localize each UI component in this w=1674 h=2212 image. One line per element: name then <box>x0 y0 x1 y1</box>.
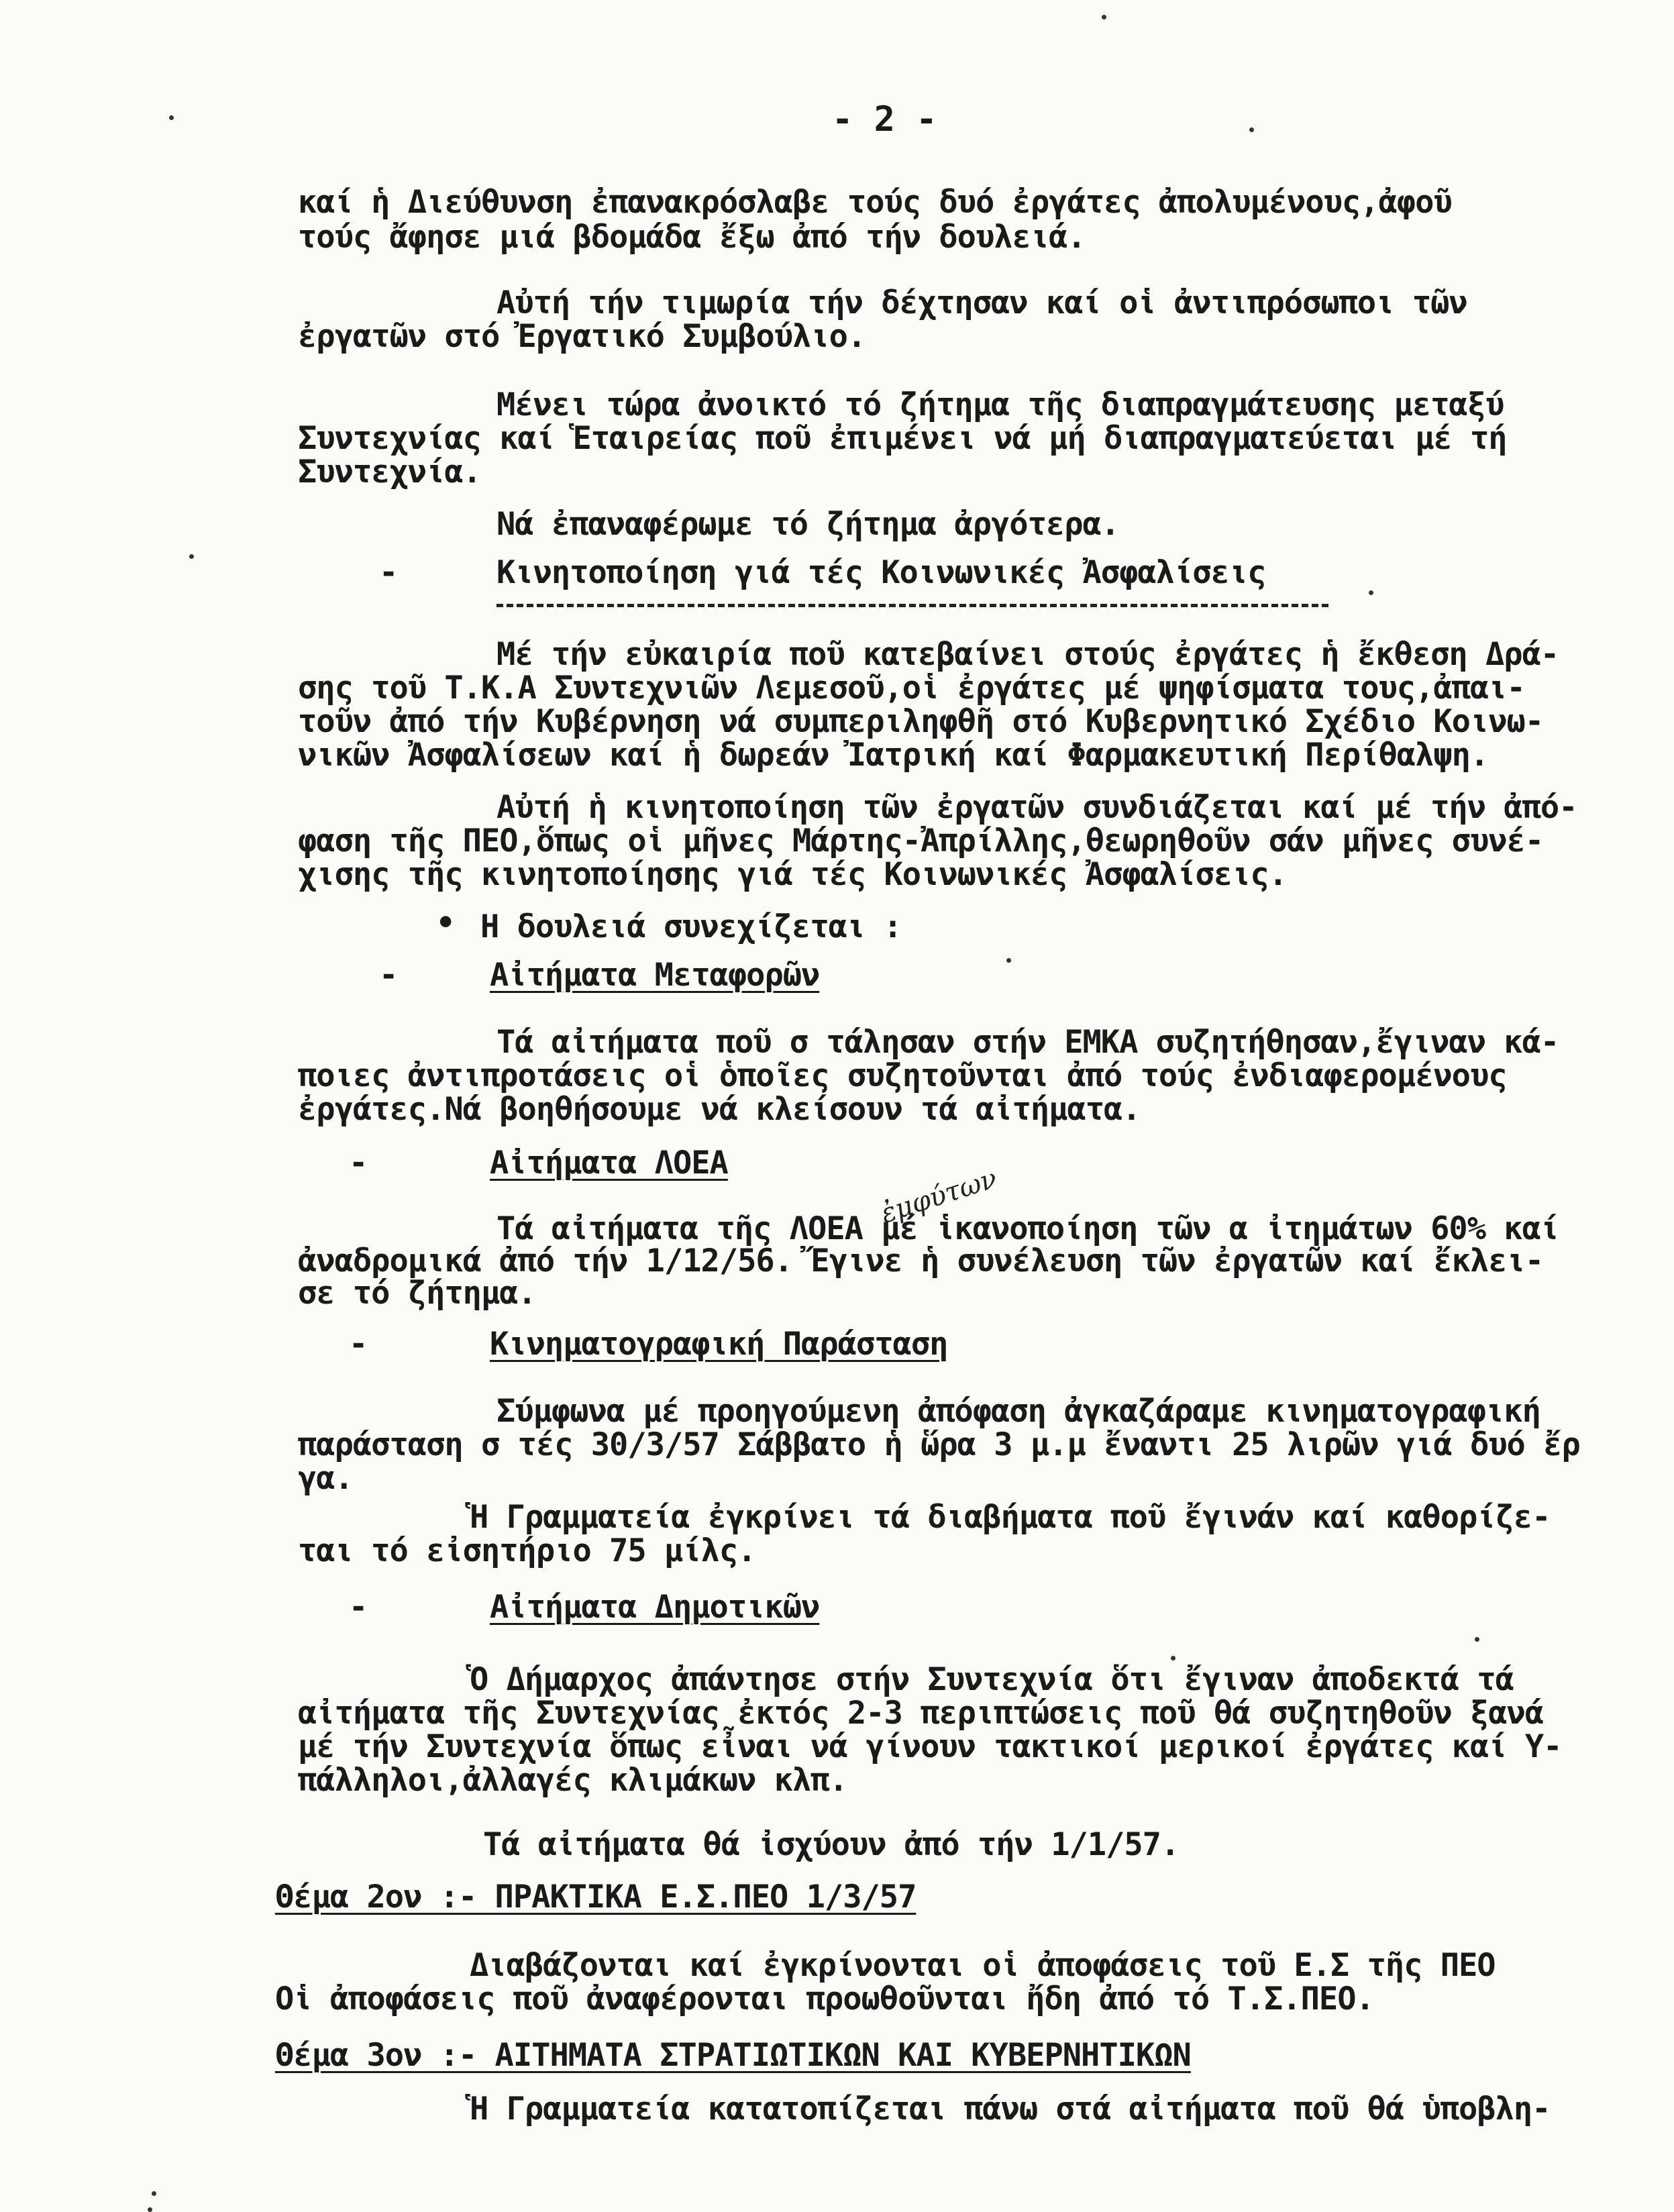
text-line: ἐργάτες.Νά βοηθήσουμε νά κλείσουν τά αἰτήματα. <box>298 1091 1141 1128</box>
bullet-mark: • <box>436 904 455 941</box>
scan-speck <box>1475 1637 1479 1642</box>
text-line: ἀναδρομικά ἀπό τήν 1/12/56. Ἔγινε ἡ συνέλευση τῶν ἐργατῶν καί ἔκλει- <box>298 1243 1544 1279</box>
section-dash: - <box>349 1145 368 1181</box>
scan-speck <box>169 115 174 120</box>
text-line: Συντεχνία. <box>298 454 481 490</box>
scan-speck <box>1369 590 1373 595</box>
heading-dashed-underline <box>496 604 1328 607</box>
section-dash: - <box>379 554 398 591</box>
text-line: Σύμφωνα μέ προηγούμενη ἀπόφαση ἀγκαζάραμε κινηματογραφική <box>496 1393 1540 1430</box>
text-line: καί ἡ Διεύθυνση ἐπανακρόσλαβε τούς δυό ἐργάτες ἀπολυμένους,ἀφοῦ <box>298 184 1452 221</box>
text-line: Ἡ Γραμματεία ἐγκρίνει τά διαβήματα ποῦ ἔγινάν καί καθορίζε- <box>470 1499 1551 1536</box>
text-line: Οἱ ἀποφάσεις ποῦ ἀναφέρονται προωθοῦνται ἤδη ἀπό τό Τ.Σ.ΠΕΟ. <box>275 1981 1374 2017</box>
section-dash: - <box>349 1326 368 1363</box>
page-number: - 2 - <box>832 99 937 140</box>
text-line: φαση τῆς ΠΕΟ,ὅπως οἱ μῆνες Μάρτης-Ἀπρίλλης,θεωρηθοῦν σάν μῆνες συνέ- <box>298 823 1544 859</box>
text-line: Νά ἐπαναφέρωμε τό ζήτημα ἀργότερα. <box>496 506 1120 543</box>
text-line: παράσταση σ τές 30/3/57 Σάββατο ἡ ὥρα 3 μ.μ ἔναντι 25 λιρῶν γιά δυό ἔρ <box>298 1426 1580 1463</box>
text-line: τοῦν ἀπό τήν Κυβέρνηση νά συμπεριληφθῆ στό Κυβερνητικό Σχέδιο Κοινω- <box>298 703 1544 740</box>
scan-speck <box>1171 1656 1175 1661</box>
text-line: ποιες ἀντιπροτάσεις οἱ ὁποῖες συζητοῦνται ἀπό τούς ἐνδιαφερομένους <box>298 1057 1507 1094</box>
handwritten-annotation: ἐμφύτων <box>877 1163 1001 1230</box>
text-line: Ἡ Γραμματεία κατατοπίζεται πάνω στά αἰτήματα ποῦ θά ὑποβλη- <box>470 2091 1551 2127</box>
scan-speck <box>1006 958 1011 963</box>
text-line: Διαβάζονται καί ἐγκρίνονται οἱ ἀποφάσεις τοῦ Ε.Σ τῆς ΠΕΟ <box>470 1947 1496 1984</box>
section-heading-municipal: Αἰτήματα Δημοτικῶν <box>490 1589 820 1626</box>
text-line: Τά αἰτήματα τῆς ΛΟΕΑ μέ ἱκανοποίηση τῶν α ἰτημάτων 60% καί <box>496 1210 1559 1247</box>
scan-speck <box>1102 15 1106 19</box>
scan-speck <box>189 554 194 559</box>
text-line: Μένει τώρα ἀνοικτό τό ζήτημα τῆς διαπραγμάτευσης μεταξύ <box>496 386 1504 423</box>
section-dash: - <box>349 1589 368 1626</box>
text-line: Συντεχνίας καί Ἑταιρείας ποῦ ἐπιμένει νά μή διαπραγματεύεται μέ τή <box>298 420 1507 457</box>
text-line: ται τό εἰσητήριο 75 μίλς. <box>298 1532 756 1569</box>
text-line: τούς ἄφησε μιά βδομάδα ἔξω ἀπό τήν δουλειά. <box>298 219 1086 256</box>
text-line: γα. <box>298 1460 353 1497</box>
text-line: ἐργατῶν στό Ἐργατικό Συμβούλιο. <box>298 318 866 355</box>
text-line: αἰτήματα τῆς Συντεχνίας ἐκτός 2-3 περιπτώσεις ποῦ θά συζητηθοῦν ξανά <box>298 1695 1544 1732</box>
text-line: μέ τήν Συντεχνία ὅπως εἶναι νά γίνουν τακτικοί μερικοί ἐργάτες καί Υ- <box>298 1728 1562 1765</box>
text-line: Τά αἰτήματα ποῦ σ τάλησαν στήν ΕΜΚΑ συζητήθησαν,ἔγιναν κά- <box>496 1024 1559 1061</box>
text-line: Η δουλειά συνεχίζεται : <box>480 908 902 945</box>
text-line: σης τοῦ Τ.Κ.Α Συντεχνιῶν Λεμεσοῦ,οἱ ἐργάτες μέ ψηφίσματα τους,ἀπαι- <box>298 670 1525 706</box>
section-dash: - <box>379 957 398 994</box>
section-heading-loea: Αἰτήματα ΛΟΕΑ <box>490 1145 728 1181</box>
text-line: χισης τῆς κινητοποίησης γιά τές Κοινωνικές Ἀσφαλίσεις. <box>298 856 1288 893</box>
text-line: Μέ τήν εὐκαιρία ποῦ κατεβαίνει στούς ἐργάτες ἡ ἔκθεση Δρά- <box>496 636 1559 673</box>
scan-speck <box>148 2207 152 2212</box>
text-line: Αὐτή ἡ κινητοποίηση τῶν ἐργατῶν συνδιάζεται καί μέ τήν ἀπό- <box>496 789 1577 826</box>
text-line: νικῶν Ἀσφαλίσεων καί ἡ δωρεάν Ἰατρική καί Φαρμακευτική Περίθαλψη. <box>298 737 1489 774</box>
scan-speck <box>152 2191 156 2196</box>
text-line: Ὁ Δήμαρχος ἀπάντησε στήν Συντεχνία ὅτι ἔγιναν ἀποδεκτά τά <box>470 1661 1514 1698</box>
text-line: Αὐτή τήν τιμωρία τήν δέχτησαν καί οἱ ἀντιπρόσωποι τῶν <box>496 284 1467 321</box>
section-heading-cinema: Κινηματογραφική Παράσταση <box>490 1326 948 1363</box>
topic-3-heading: Θέμα 3ον :- ΑΙΤΗΜΑΤΑ ΣΤΡΑΤΙΩΤΙΚΩΝ ΚΑΙ ΚΥΒΕΡΝΗΤΙΚΩΝ <box>275 2037 1191 2074</box>
text-line: πάλληλοι,ἀλλαγές κλιμάκων κλπ. <box>298 1762 847 1799</box>
text-line: σε τό ζήτημα. <box>298 1275 536 1312</box>
section-heading-social-insurance: Κινητοποίηση γιά τές Κοινωνικές Ἀσφαλίσεις <box>496 554 1266 591</box>
topic-2-heading: Θέμα 2ον :- ΠΡΑΚΤΙΚΑ Ε.Σ.ΠΕΟ 1/3/57 <box>275 1879 917 1915</box>
scan-speck <box>1249 127 1254 132</box>
section-heading-transport: Αἰτήματα Μεταφορῶν <box>490 957 820 994</box>
text-line: Τά αἰτήματα θά ἰσχύουν ἀπό τήν 1/1/57. <box>483 1826 1180 1863</box>
